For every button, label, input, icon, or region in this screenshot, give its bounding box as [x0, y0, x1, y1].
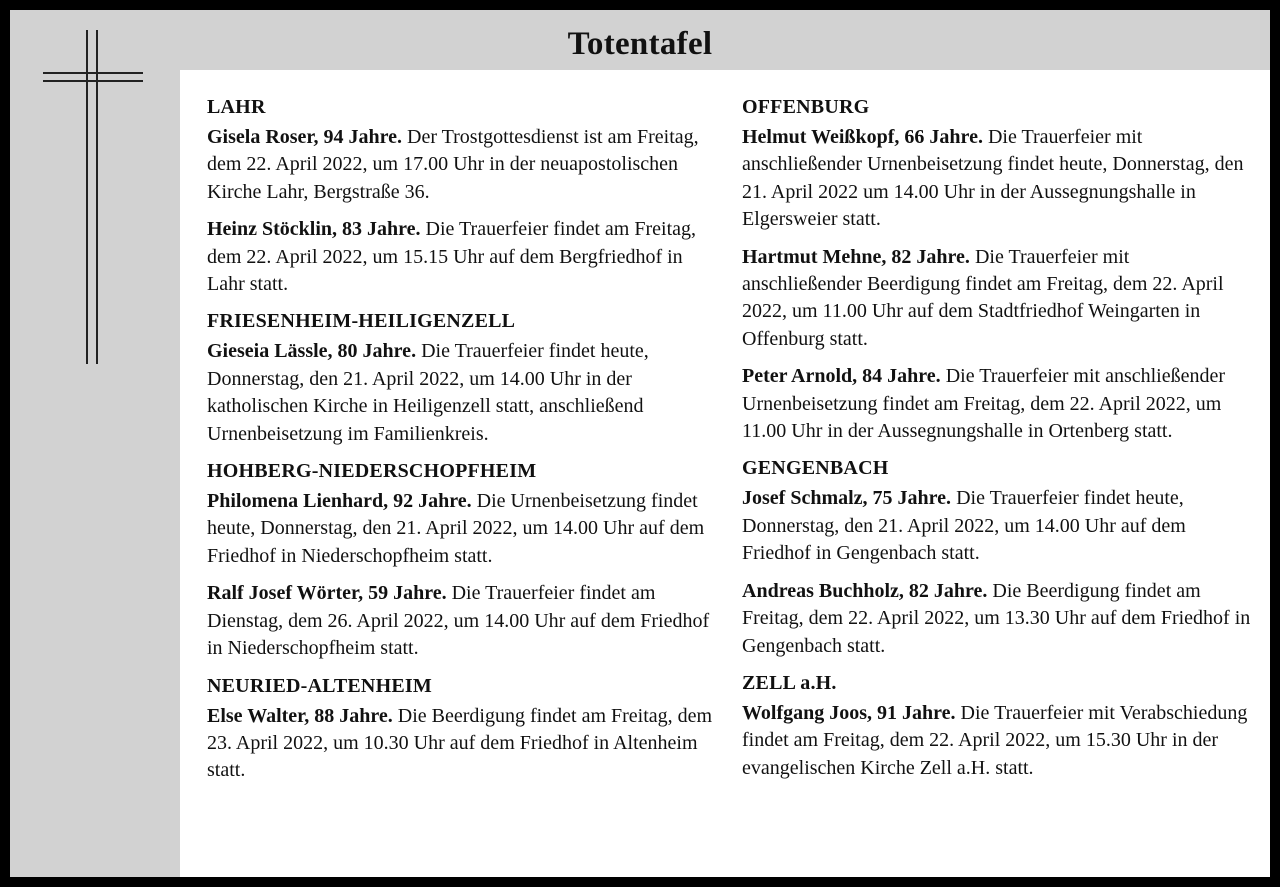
region-heading: GENGENBACH [742, 457, 889, 480]
deceased-name: Peter Arnold, 84 Jahre. [742, 365, 941, 388]
obituary-board [10, 10, 1270, 877]
cross-icon [40, 30, 150, 370]
obituary-entry [742, 485, 1252, 567]
notices-panel [180, 70, 1270, 877]
deceased-name: Gieseia Lässle, 80 Jahre. [207, 340, 417, 363]
region-heading: OFFENBURG [742, 96, 870, 118]
region-heading: ZELL a.H. [742, 671, 837, 694]
deceased-name: Philomena Lienhard, 92 Jahre. [207, 490, 472, 513]
service-details: Die Trauerfeier mit anschließender Urnenbeisetzung findet heute, Donnerstag, den 21. April 2022 um 14.00 Uhr in der Aussegnungshalle in Elgersweier statt. [742, 126, 1244, 231]
service-details: Die Beerdigung findet am Freitag, dem 22. April 2022, um 13.30 Uhr auf dem Friedhof in Gengenbach statt. [742, 579, 1251, 657]
deceased-name: Gisela Roser, 94 Jahre. [207, 126, 402, 148]
service-details: Die Trauerfeier mit Verabschiedung findet am Freitag, dem 22. April 2022, um 15.30 Uhr in der evangelischen Kirche Zell a.H. statt. [742, 701, 1248, 779]
service-details: Die Trauerfeier findet am Dienstag, dem 26. April 2022, um 14.00 Uhr auf dem Friedhof in Niederschopfheim statt. [207, 582, 710, 660]
region-heading: LAHR [207, 96, 266, 118]
obituary-entry [742, 700, 1252, 782]
left-column [207, 94, 722, 795]
obituary-entry [742, 124, 1252, 234]
right-column [742, 94, 1252, 792]
obituary-entry [207, 488, 722, 570]
deceased-name: Ralf Josef Wörter, 59 Jahre. [207, 582, 447, 605]
region-heading: NEURIED-ALTENHEIM [207, 674, 432, 697]
service-details: Der Trostgottesdienst ist am Freitag, dem 22. April 2022, um 17.00 Uhr in der neuapostolischen Kirche Lahr, Bergstraße 36. [207, 126, 699, 203]
obituary-entry [207, 703, 722, 785]
obituary-entry [207, 124, 722, 206]
obituary-entry [742, 363, 1252, 445]
service-details: Die Beerdigung findet am Freitag, dem 23. April 2022, um 10.30 Uhr auf dem Friedhof in Altenheim statt. [207, 704, 713, 782]
deceased-name: Hartmut Mehne, 82 Jahre. [742, 245, 970, 268]
page-title: Totentafel [567, 26, 713, 62]
deceased-name: Andreas Buchholz, 82 Jahre. [742, 579, 988, 602]
deceased-name: Helmut Weißkopf, 66 Jahre. [742, 126, 983, 148]
service-details: Die Urnenbeisetzung findet heute, Donnerstag, den 21. April 2022, um 14.00 Uhr auf dem Friedhof in Niederschopfheim statt. [207, 490, 705, 567]
service-details: Die Trauerfeier findet am Freitag, dem 22. April 2022, um 15.15 Uhr auf dem Bergfriedhof in Lahr statt. [207, 218, 696, 296]
service-details: Die Trauerfeier findet heute, Donnerstag, den 21. April 2022, um 14.00 Uhr auf dem Friedhof in Gengenbach statt. [742, 487, 1186, 565]
obituary-entry [742, 578, 1252, 660]
service-details: Die Trauerfeier mit anschließender Urnenbeisetzung findet am Freitag, dem 22. April 2022, um 11.00 Uhr in der Aussegnungshalle in Ortenberg statt. [742, 365, 1226, 443]
obituary-entry [742, 244, 1252, 354]
obituary-entry [207, 338, 722, 448]
region-heading: HOHBERG-NIEDERSCHOPFHEIM [207, 460, 537, 483]
deceased-name: Wolfgang Joos, 91 Jahre. [742, 701, 956, 724]
deceased-name: Else Walter, 88 Jahre. [207, 704, 393, 727]
region-heading: FRIESENHEIM-HEILIGENZELL [207, 310, 516, 333]
deceased-name: Josef Schmalz, 75 Jahre. [742, 487, 952, 510]
deceased-name: Heinz Stöcklin, 83 Jahre. [207, 218, 421, 241]
obituary-entry [207, 580, 722, 662]
service-details: Die Trauerfeier mit anschließender Beerdigung findet am Freitag, dem 22. April 2022, um 11.00 Uhr auf dem Stadtfriedhof Weingarten in Offenburg statt. [742, 245, 1224, 350]
obituary-entry [207, 216, 722, 298]
service-details: Die Trauerfeier findet heute, Donnerstag, den 21. April 2022, um 14.00 Uhr in der katholischen Kirche in Heiligenzell statt, anschließend Urnenbeisetzung im Familienkreis. [207, 340, 649, 445]
